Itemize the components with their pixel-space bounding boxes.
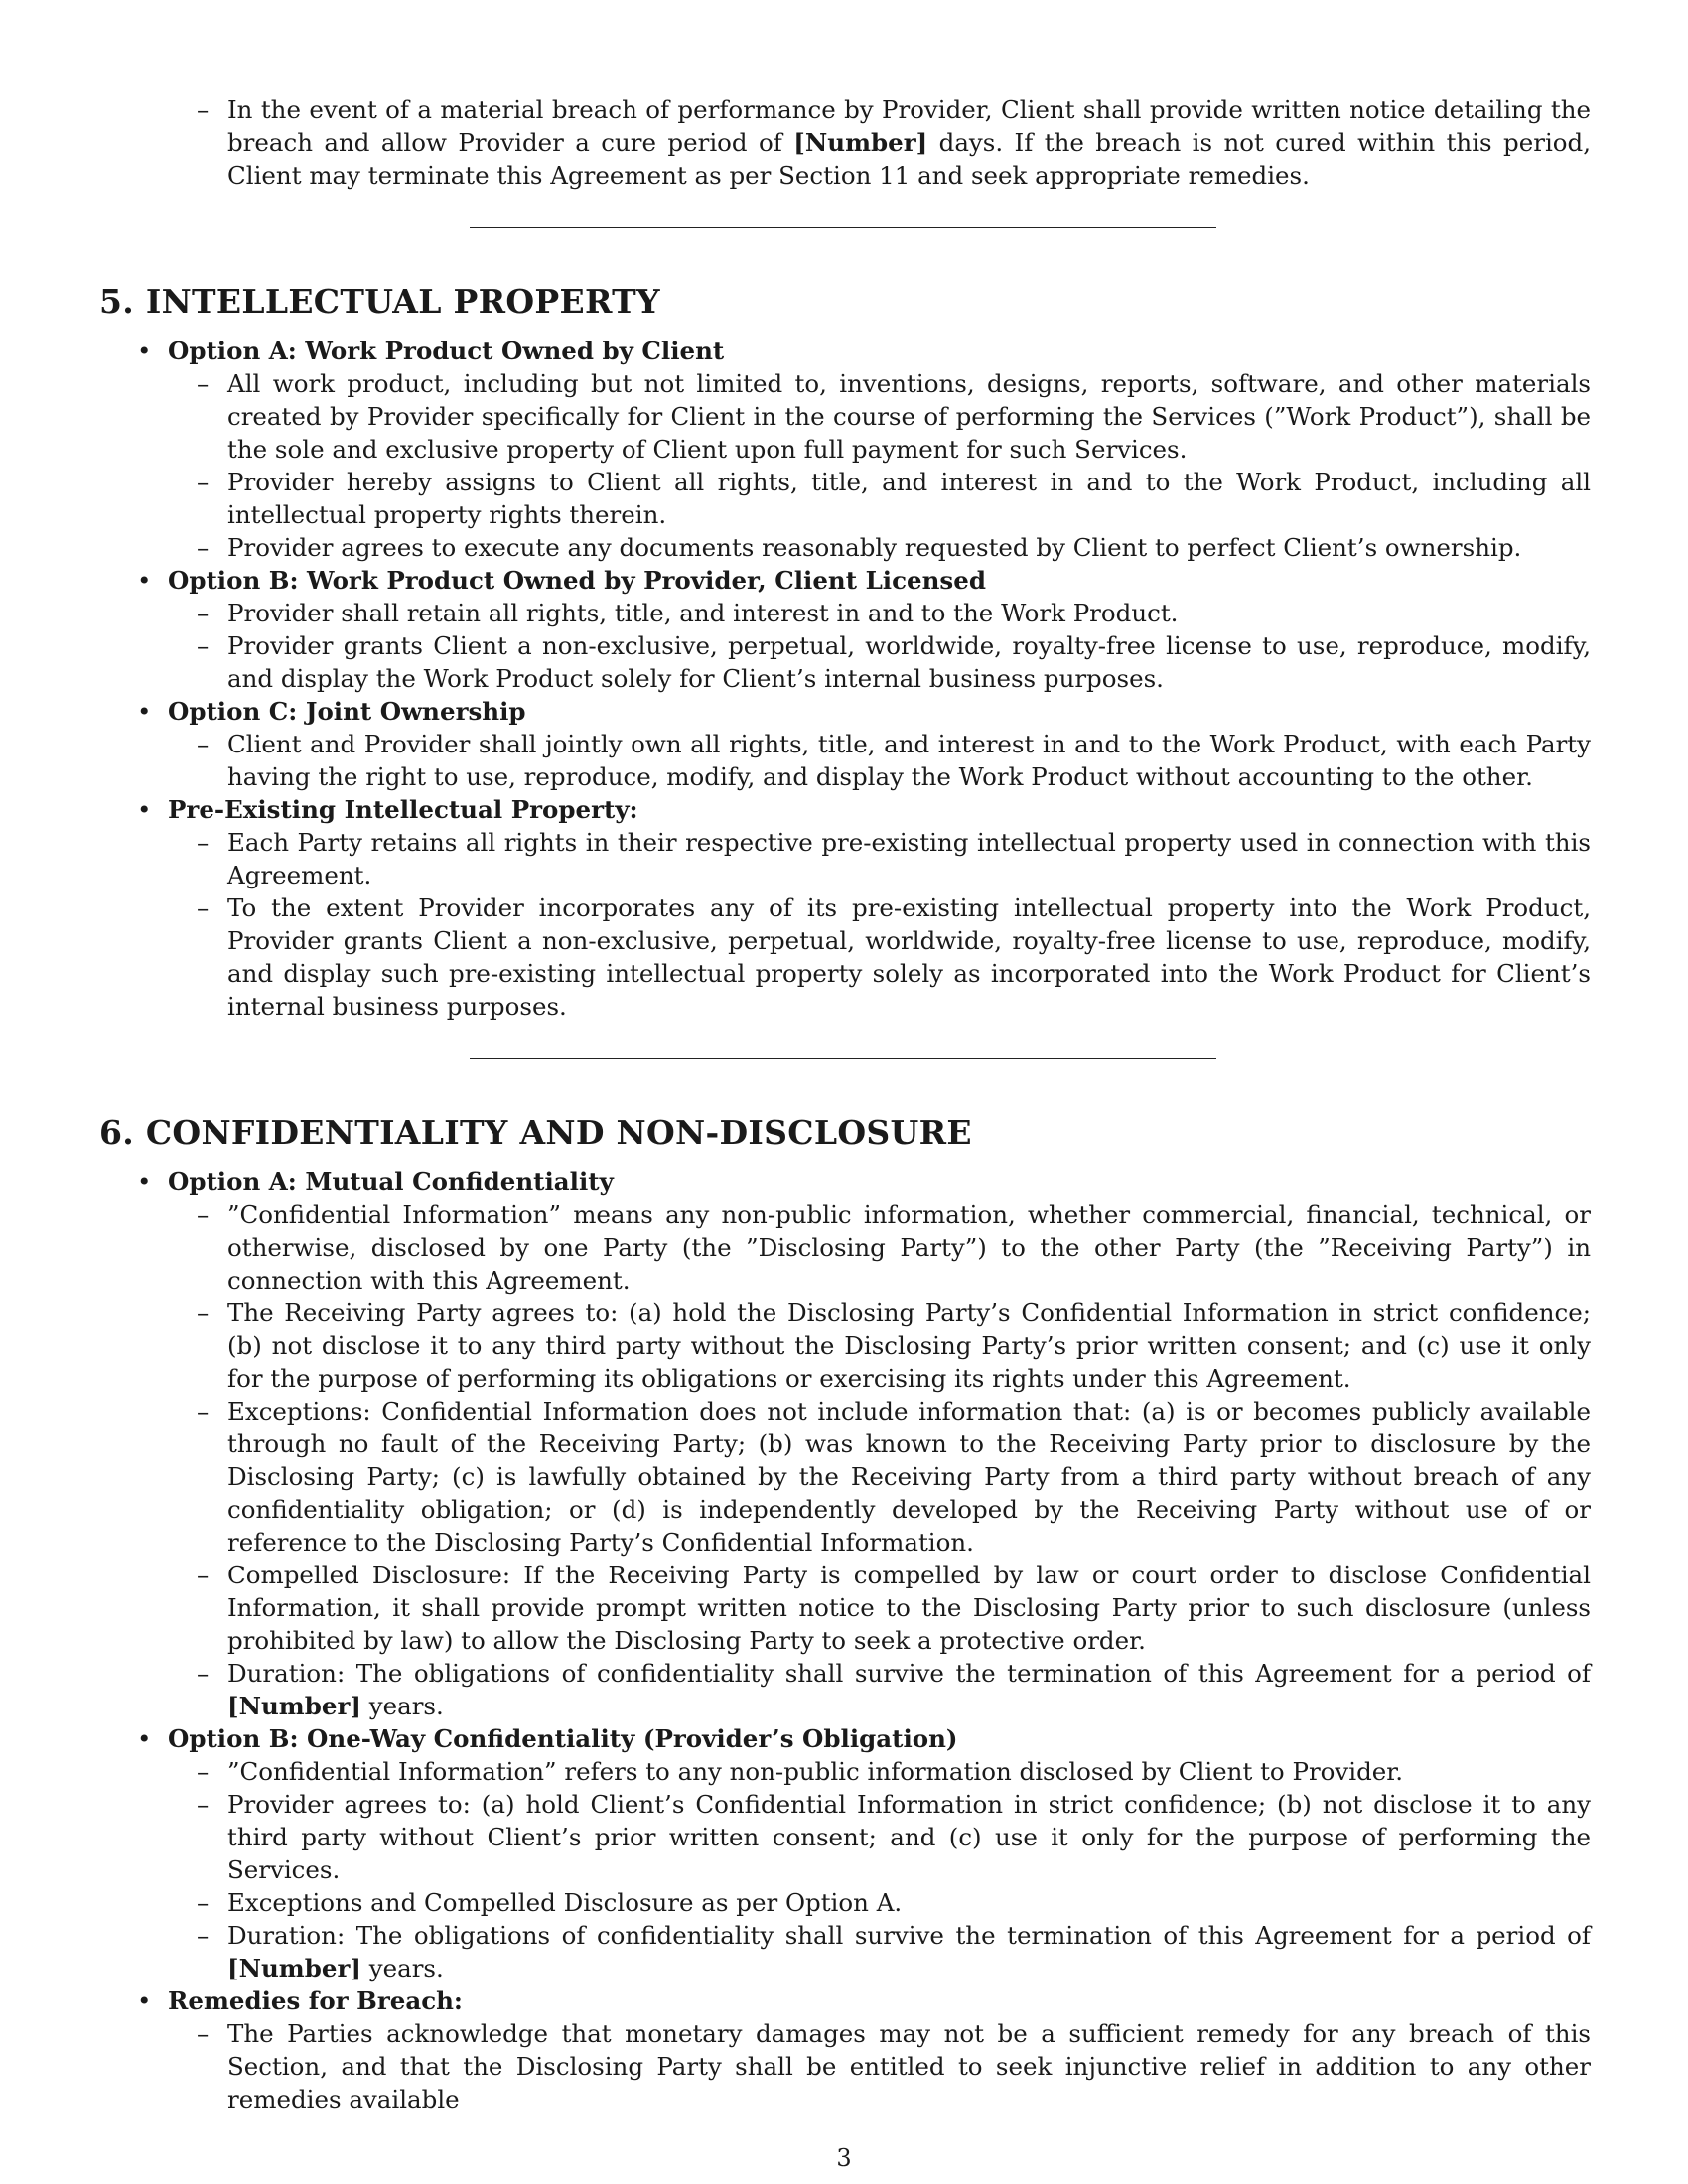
- option-title: Pre-Existing Intellectual Property:: [168, 795, 638, 824]
- option-title: Option C: Joint Ownership: [168, 697, 526, 726]
- option-heading: [99, 564, 1591, 597]
- option-title: Option A: Mutual Confidentiality: [168, 1167, 614, 1196]
- placeholder-text: [Number]: [227, 1692, 361, 1720]
- list-item: [99, 597, 1591, 629]
- list-item: [99, 1395, 1591, 1559]
- option-title: Option B: One-Way Confidentiality (Provider’s Obligation): [168, 1724, 958, 1753]
- list-item: [99, 1297, 1591, 1395]
- list-item: [99, 728, 1591, 793]
- item-text: The Parties acknowledge that monetary damages may not be a sufficient remedy for any breach of this Section, and that the Disclosing Party shall be entitled to seek injunctive relief in addition to any other remedies available: [227, 2019, 1591, 2114]
- item-text: The Receiving Party agrees to: (a) hold the Disclosing Party’s Confidential Information in strict confidence; (b) not disclose it to any third party without the Disclosing Party’s prior written consent; and (c) use it only for the purpose of performing its obligations or exercising its rights under this Agreement.: [227, 1298, 1591, 1393]
- placeholder-text: [Number]: [227, 1954, 361, 1982]
- dash-marker: –: [197, 828, 210, 857]
- dash-marker: –: [197, 599, 210, 627]
- dash-marker: –: [197, 369, 210, 398]
- dash-marker: –: [197, 533, 210, 562]
- dash-marker: –: [197, 1790, 210, 1819]
- item-text: Client and Provider shall jointly own all rights, title, and interest in and to the Work Product, with each Party having the right to use, reproduce, modify, and display the Work Product without accounting to the other.: [227, 730, 1591, 791]
- list-item: [99, 93, 1591, 192]
- section-divider: [470, 227, 1216, 228]
- item-text: To the extent Provider incorporates any of its pre-existing intellectual property into the Work Product, Provider grants Client a non-exclusive, perpetual, worldwide, royalty-free license to use, reproduce, modify, and display such pre-existing intellectual property solely as incorporated into the Work Product for Client’s internal business purposes.: [227, 893, 1591, 1021]
- item-text: days. If the breach is not cured within this period, Client may terminate this Agreement as per Section 11 and seek appropriate remedies.: [227, 128, 1591, 190]
- item-text: Exceptions: Confidential Information does not include information that: (a) is or becomes publicly available through no fault of the Receiving Party; (b) was known to the Receiving Party prior to disclosure by the Disclosing Party; (c) is lawfully obtained by the Receiving Party from a third party without breach of any confidentiality obligation; or (d) is independently developed by the Receiving Party without use of or reference to the Disclosing Party’s Confidential Information.: [227, 1397, 1591, 1557]
- bullet-marker: •: [137, 1167, 152, 1196]
- bullet-marker: •: [137, 566, 152, 595]
- list-item: [99, 1198, 1591, 1297]
- bullet-marker: •: [137, 1986, 152, 2015]
- bullet-marker: •: [137, 1724, 152, 1753]
- dash-marker: –: [197, 95, 210, 124]
- item-text: years.: [360, 1692, 444, 1720]
- list-item: [99, 531, 1591, 564]
- item-text: Provider shall retain all rights, title, and interest in and to the Work Product.: [227, 599, 1179, 627]
- item-text: Each Party retains all rights in their respective pre-existing intellectual property used in connection with this Agreement.: [227, 828, 1591, 889]
- item-text: Duration: The obligations of confidentiality shall survive the termination of this Agreement for a period of: [227, 1659, 1591, 1688]
- dash-marker: –: [197, 1659, 210, 1688]
- bullet-marker: •: [137, 697, 152, 726]
- option-heading: [99, 1984, 1591, 2017]
- list-item: [99, 466, 1591, 531]
- item-text: ”Confidential Information” means any non-public information, whether commercial, financial, technical, or otherwise, disclosed by one Party (the ”Disclosing Party”) to the other Party (the ”Receiving Party”) in connection with this Agreement.: [227, 1200, 1591, 1295]
- dash-marker: –: [197, 1397, 210, 1426]
- list-item: [99, 1657, 1591, 1722]
- option-title: Option B: Work Product Owned by Provider, Client Licensed: [168, 566, 986, 595]
- item-text: Provider agrees to execute any documents reasonably requested by Client to perfect Client’s ownership.: [227, 533, 1522, 562]
- placeholder-text: [Number]: [793, 128, 928, 157]
- dash-marker: –: [197, 1561, 210, 1589]
- item-text: In the event of a material breach of performance by Provider, Client shall provide written notice detailing the breach and allow Provider a cure period of: [227, 95, 1591, 157]
- dash-marker: –: [197, 2019, 210, 2048]
- option-title: Option A: Work Product Owned by Client: [168, 337, 725, 365]
- option-heading: [99, 1165, 1591, 1198]
- dash-marker: –: [197, 468, 210, 496]
- list-item: [99, 2017, 1591, 2116]
- list-item: [99, 1559, 1591, 1657]
- section-divider: [470, 1058, 1216, 1059]
- option-title: Remedies for Breach:: [168, 1986, 463, 2015]
- option-heading: [99, 695, 1591, 728]
- bullet-marker: •: [137, 337, 152, 365]
- list-item: [99, 367, 1591, 466]
- page-number: 3: [836, 2144, 852, 2172]
- dash-marker: –: [197, 893, 210, 922]
- item-text: Provider hereby assigns to Client all rights, title, and interest in and to the Work Product, including all intellectual property rights therein.: [227, 468, 1591, 529]
- dash-marker: –: [197, 1757, 210, 1786]
- page-content: [99, 93, 1591, 2116]
- list-item: [99, 1919, 1591, 1984]
- item-text: Compelled Disclosure: If the Receiving Party is compelled by law or court order to disclose Confidential Information, it shall provide prompt written notice to the Disclosing Party prior to such disclosure (unless prohibited by law) to allow the Disclosing Party to seek a protective order.: [227, 1561, 1591, 1655]
- option-heading: [99, 1722, 1591, 1755]
- item-text: Provider grants Client a non-exclusive, perpetual, worldwide, royalty-free license to use, reproduce, modify, and display the Work Product solely for Client’s internal business purposes.: [227, 631, 1591, 693]
- item-text: Exceptions and Compelled Disclosure as per Option A.: [227, 1888, 903, 1917]
- item-text: All work product, including but not limited to, inventions, designs, reports, software, and other materials created by Provider specifically for Client in the course of performing the Services (”Work Product”), shall be the sole and exclusive property of Client upon full payment for such Services.: [227, 369, 1591, 464]
- list-item: [99, 1788, 1591, 1886]
- dash-marker: –: [197, 1200, 210, 1229]
- item-text: years.: [360, 1954, 444, 1982]
- list-item: [99, 629, 1591, 695]
- dash-marker: –: [197, 631, 210, 660]
- item-text: Duration: The obligations of confidentiality shall survive the termination of this Agreement for a period of: [227, 1921, 1591, 1950]
- dash-marker: –: [197, 730, 210, 758]
- section-heading: 6. CONFIDENTIALITY AND NON-DISCLOSURE: [99, 1113, 972, 1152]
- list-item: [99, 1886, 1591, 1919]
- list-item: [99, 826, 1591, 891]
- list-item: [99, 1755, 1591, 1788]
- dash-marker: –: [197, 1888, 210, 1917]
- option-heading: [99, 793, 1591, 826]
- bullet-marker: •: [137, 795, 152, 824]
- list-item: [99, 891, 1591, 1023]
- option-heading: [99, 335, 1591, 367]
- item-text: Provider agrees to: (a) hold Client’s Confidential Information in strict confidence; (b) not disclose it to any third party without Client’s prior written consent; and (c) use it only for the purpose of performing the Services.: [227, 1790, 1591, 1884]
- dash-marker: –: [197, 1921, 210, 1950]
- section-heading: 5. INTELLECTUAL PROPERTY: [99, 282, 660, 321]
- dash-marker: –: [197, 1298, 210, 1327]
- item-text: ”Confidential Information” refers to any non-public information disclosed by Client to Provider.: [227, 1757, 1404, 1786]
